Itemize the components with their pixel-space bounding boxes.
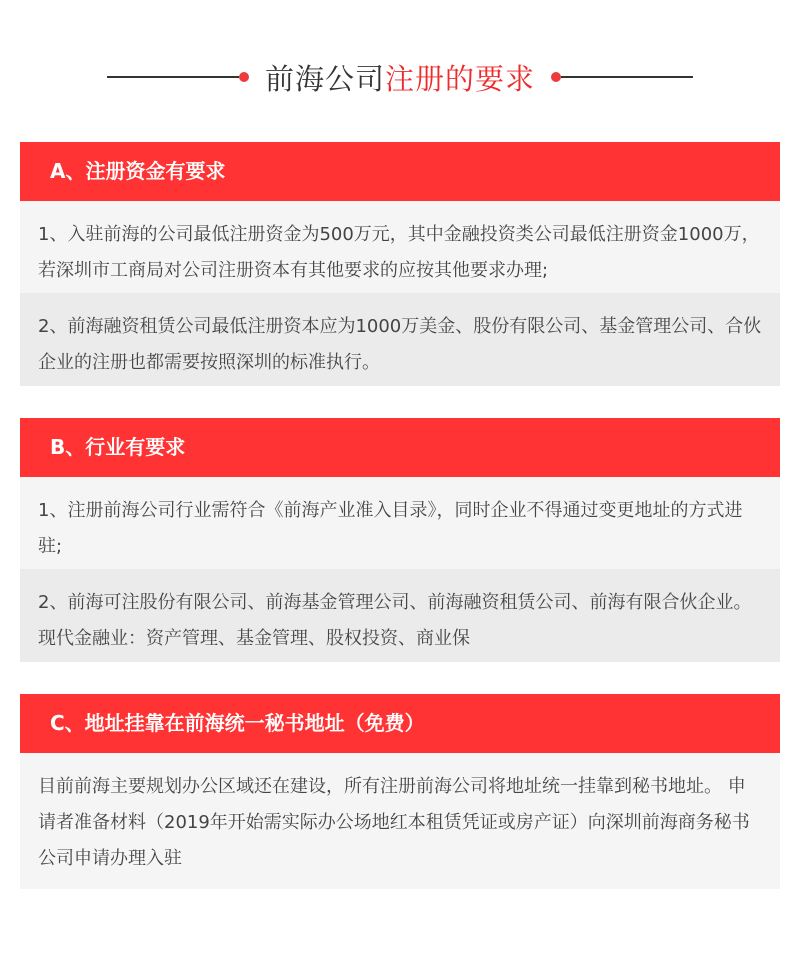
title-left-line — [107, 76, 239, 78]
title-right-dot — [551, 72, 561, 82]
section-registered-capital — [20, 142, 780, 386]
title-left-dot — [239, 72, 249, 82]
section-item: 1、入驻前海的公司最低注册资金为500万元，其中金融投资类公司最低注册资金1000万，若深圳市工商局对公司注册资本有其他要求的应按其他要求办理; — [20, 201, 780, 293]
section-item: 目前前海主要规划办公区域还在建设，所有注册前海公司将地址统一挂靠到秘书地址。 申请者准备材料（2019年开始需实际办公场地红本租赁凭证或房产证）向深圳前海商务秘书公司申请办理入驻 — [20, 753, 780, 889]
section-industry — [20, 418, 780, 662]
page-title-prefix: 前海公司 — [264, 61, 385, 96]
section-item: 1、注册前海公司行业需符合《前海产业准入目录》，同时企业不得通过变更地址的方式进驻; — [20, 477, 780, 569]
page-title — [265, 57, 535, 98]
page-title-accent: 注册的要求 — [385, 61, 536, 96]
title-right-line — [561, 76, 693, 78]
section-header: C、地址挂靠在前海统一秘书地址（免费） — [20, 694, 780, 753]
section-item: 2、前海可注股份有限公司、前海基金管理公司、前海融资租赁公司、前海有限合伙企业。 现代金融业：资产管理、基金管理、股权投资、商业保 — [20, 569, 780, 662]
section-header: A、注册资金有要求 — [20, 142, 780, 201]
section-item: 2、前海融资租赁公司最低注册资本应为1000万美金、股份有限公司、基金管理公司、合伙企业的注册也都需要按照深圳的标准执行。 — [20, 293, 780, 386]
page-title-bar — [0, 52, 800, 102]
section-address — [20, 694, 780, 889]
section-header: B、行业有要求 — [20, 418, 780, 477]
